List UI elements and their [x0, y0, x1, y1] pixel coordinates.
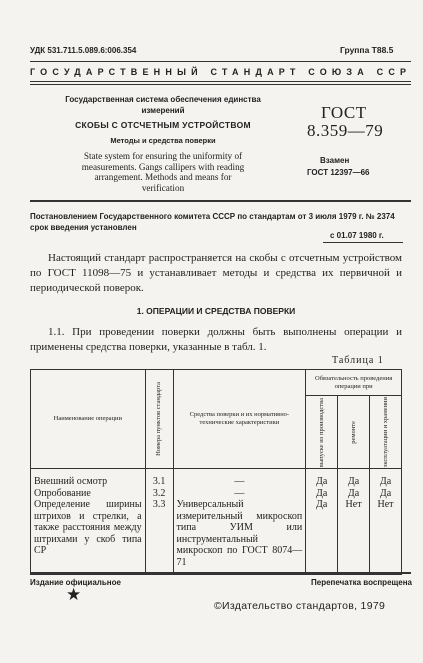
header-means: Средства поверки и их нормативно-технические характеристики	[173, 370, 306, 469]
header-release	[306, 396, 338, 469]
system-title-line-1: Государственная система обеспечения единства	[65, 95, 261, 104]
banner-rule-1	[30, 81, 411, 82]
row-3-repair: Нет	[345, 499, 362, 511]
star-icon: ★	[66, 585, 82, 604]
header-operation: Наименование операции	[31, 370, 146, 469]
udc-code: УДК 531.711.5.089.6:006.354	[30, 46, 137, 55]
system-title-line-2: измерений	[141, 106, 185, 115]
row-1-storage: Да	[379, 476, 392, 488]
row-2-storage: Да	[379, 487, 392, 499]
header-repair-text: ремонте	[349, 420, 357, 444]
english-title-line-2: measurements. Gangs callipers with reading	[81, 161, 245, 172]
cell-release	[306, 469, 338, 575]
gost-label: ГОСТ	[321, 103, 367, 122]
english-title-line-3: arrangement. Methods and means for	[94, 172, 232, 182]
banner-rule-2	[30, 84, 411, 85]
main-title: СКОБЫ С ОТСЧЕТНЫМ УСТРОЙСТВОМ	[75, 120, 251, 130]
row-2-means: —	[234, 487, 245, 499]
row-2-repair: Да	[347, 487, 360, 499]
cell-storage	[370, 469, 402, 575]
paragraph-1-1: 1.1. При проведении поверки должны быть выполнены операции и применены средства поверки, указанные в табл. 1.	[30, 326, 402, 353]
cell-means	[173, 469, 306, 575]
header-clause	[145, 370, 173, 469]
table-caption: Таблица 1	[332, 355, 384, 366]
intro-paragraph: Настоящий стандарт распространяется на скобы с отсчетным устройством по ГОСТ 11098—75 и устанавливает методы и средства их первичной и периодической поверок.	[30, 252, 402, 294]
english-title-line-4: verification	[141, 182, 185, 193]
sub-title: Методы и средства поверки	[110, 136, 216, 145]
cell-repair	[338, 469, 370, 575]
decree-text: Постановлением Государственного комитета СССР по стандартам от 3 июля 1979 г. № 2374 срок введения установлен	[30, 212, 395, 232]
official-edition: Издание официальное	[30, 578, 121, 587]
english-title-line-1: State system for ensuring the uniformity of	[83, 151, 243, 161]
row-3-storage: Нет	[377, 499, 394, 511]
header-release-text: выпуске из производства	[317, 397, 325, 467]
row-1-means: —	[234, 476, 245, 488]
top-rule	[30, 61, 411, 62]
header-storage	[370, 396, 402, 469]
row-1-name: Внешний осмотр	[34, 476, 108, 488]
row-1-clause: 3.1	[152, 476, 166, 488]
header-storage-text: эксплуатации и хранении	[381, 397, 389, 468]
table-1	[30, 369, 402, 575]
row-2-clause: 3.2	[152, 487, 166, 499]
header-clause-text: Номера пунктов стандарта	[155, 382, 163, 457]
footer-rule	[30, 572, 411, 574]
effective-date-underline	[323, 242, 403, 243]
row-2-name: Опробование	[34, 487, 91, 499]
instead-value: ГОСТ 12397—66	[307, 168, 370, 177]
row-3-name: Определение ширины штрихов и стрелки, а также расстояния между штрихами у скоб типа СР	[34, 499, 142, 557]
copyright: ©Издательство стандартов, 1979	[214, 600, 386, 612]
row-3-clause: 3.3	[152, 499, 166, 511]
title-bottom-rule	[30, 200, 411, 202]
row-2-release: Да	[316, 487, 328, 499]
group-code: Группа Т88.5	[340, 45, 394, 55]
cell-operation	[31, 469, 146, 575]
table-row	[31, 469, 402, 575]
gost-number: 8.359—79	[307, 121, 384, 140]
row-3-release: Да	[316, 499, 328, 511]
cell-clause	[145, 469, 173, 575]
reprint-notice: Перепечатка воспрещена	[311, 578, 412, 587]
row-3-means: Универсальный измерительный микроскоп типа УИМ или инструментальный микроскоп по ГОСТ 8074—71	[176, 499, 303, 568]
english-title	[48, 151, 278, 193]
instead-label: Взамен	[320, 156, 350, 165]
effective-date: с 01.07 1980 г.	[330, 231, 384, 240]
header-mandatory: Обязательность проведения операции при	[306, 370, 402, 396]
section-1-title: 1. ОПЕРАЦИИ И СРЕДСТВА ПОВЕРКИ	[136, 306, 296, 316]
row-1-release: Да	[316, 476, 328, 488]
state-standard-banner: ГОСУДАРСТВЕННЫЙ СТАНДАРТ СОЮЗА ССР	[30, 67, 412, 77]
header-repair	[338, 396, 370, 469]
system-title	[48, 94, 278, 116]
row-1-repair: Да	[347, 476, 360, 488]
